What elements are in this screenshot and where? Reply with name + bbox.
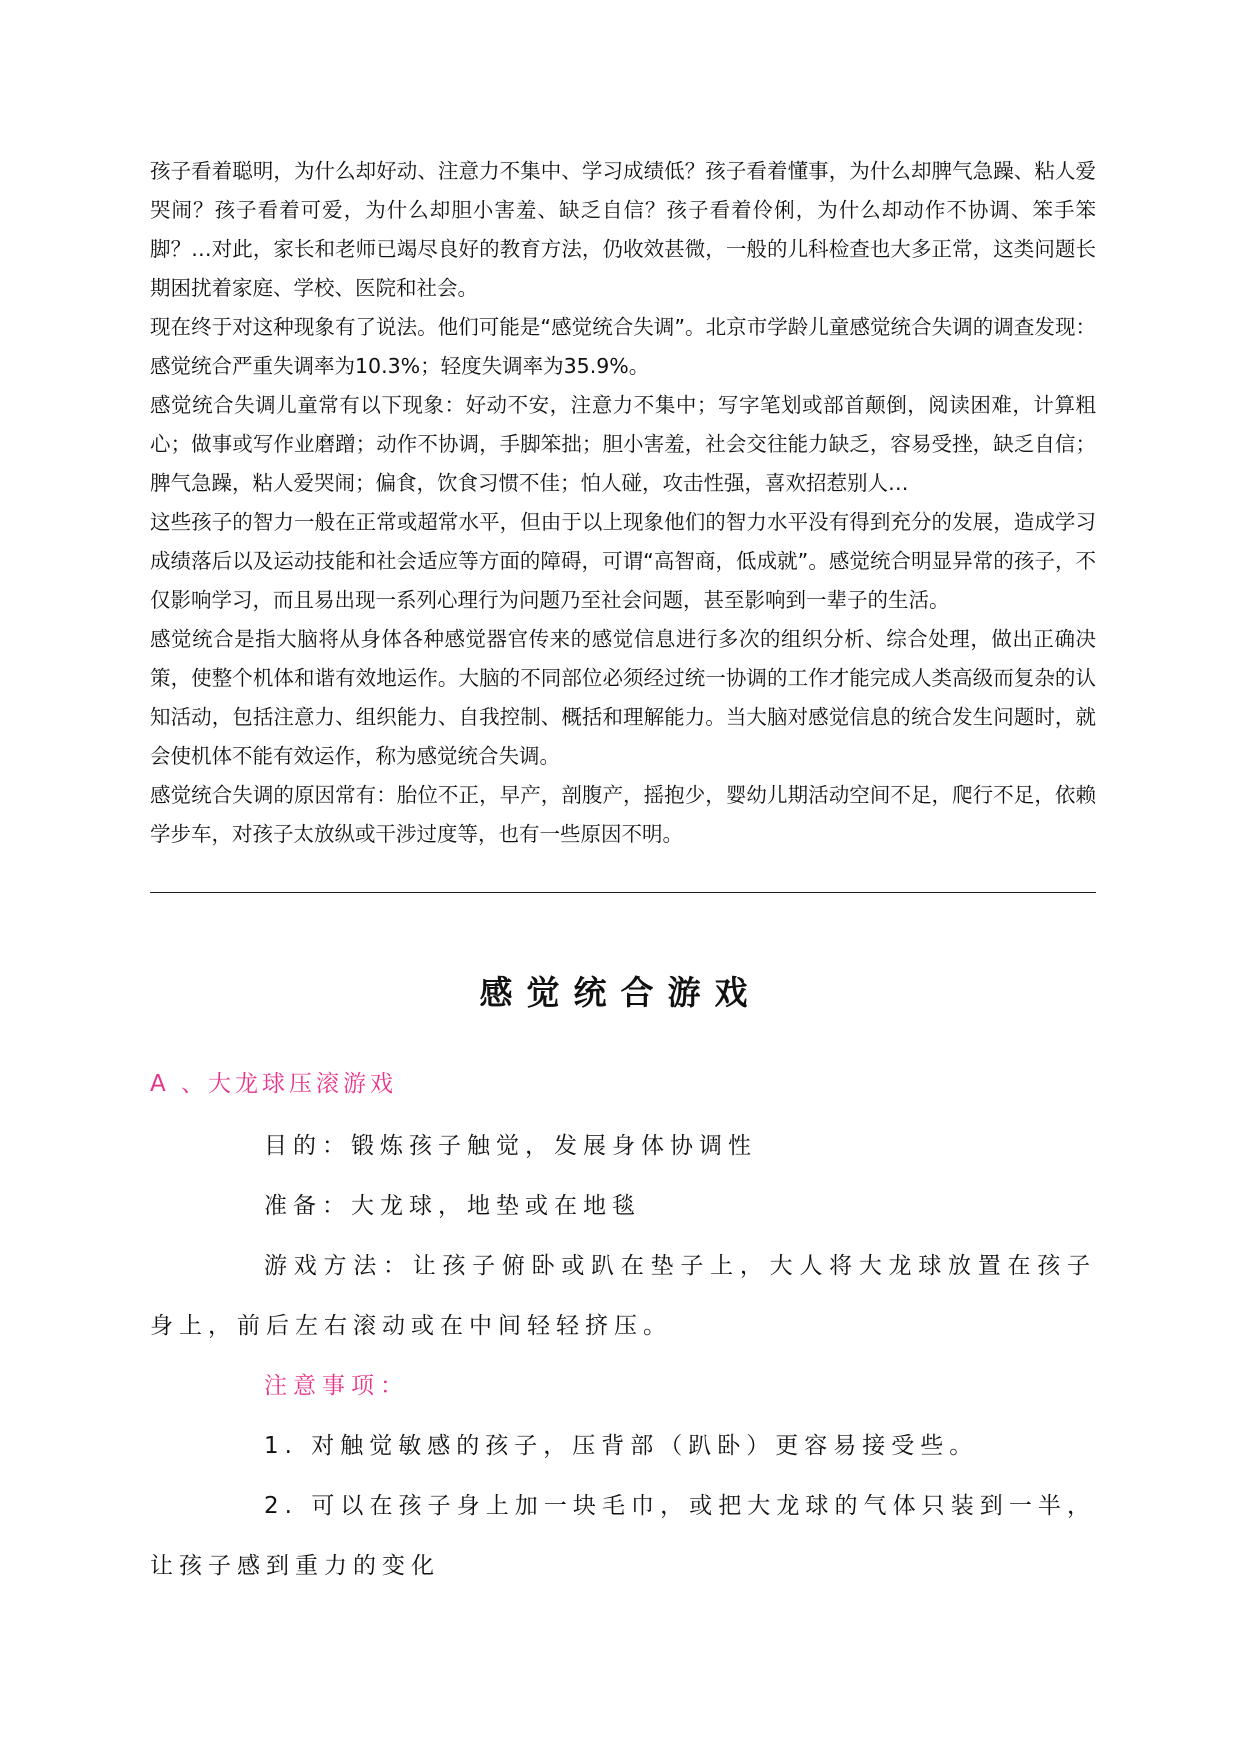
intro-paragraph-4: 这些孩子的智力一般在正常或超常水平，但由于以上现象他们的智力水平没有得到充分的发展，造成学习成绩落后以及运动技能和社会适应等方面的障碍，可谓“高智商，低成就”。感觉统合明显异常的孩子，不仅影响学习，而且易出现一系列心理行为问题乃至社会问题，甚至影响到一辈子的生活。 xyxy=(150,510,1096,612)
game-preparation: 准备：大龙球，地垫或在地毯 xyxy=(264,1193,641,1219)
game-method: 游戏方法：让孩子俯卧或趴在垫子上，大人将大龙球放置在孩子身上，前后左右滚动或在中间轻轻挤压。 xyxy=(150,1253,1096,1339)
intro-paragraph-6: 感觉统合失调的原因常有：胎位不正，早产，剖腹产，摇抱少，婴幼儿期活动空间不足，爬行不足，依赖学步车，对孩子太放纵或干涉过度等，也有一些原因不明。 xyxy=(150,783,1096,846)
note-item-2: 2. 可以在孩子身上加一块毛巾，或把大龙球的气体只装到一半，让孩子感到重力的变化 xyxy=(150,1493,1096,1579)
intro-paragraph-3: 感觉统合失调儿童常有以下现象：好动不安，注意力不集中；写字笔划或部首颠倒，阅读困难，计算粗心；做事或写作业磨蹭；动作不协调，手脚笨拙；胆小害羞，社会交往能力缺乏，容易受挫，缺乏自信；脾气急躁，粘人爱哭闹；偏食，饮食习惯不佳；怕人碰，攻击性强，喜欢招惹别人… xyxy=(150,393,1096,495)
intro-section xyxy=(150,152,1096,854)
note-item-1: 1. 对触觉敏感的孩子，压背部（趴卧）更容易接受些。 xyxy=(264,1433,979,1459)
section-divider xyxy=(150,892,1096,893)
game-purpose: 目的：锻炼孩子触觉，发展身体协调性 xyxy=(264,1133,757,1159)
game-title: A 、大龙球压滚游戏 xyxy=(150,1071,398,1097)
section-title: 感觉统合游戏 xyxy=(479,973,762,1012)
intro-paragraph-1: 孩子看着聪明，为什么却好动、注意力不集中、学习成绩低？孩子看着懂事，为什么却脾气急躁、粘人爱哭闹？孩子看着可爱，为什么却胆小害羞、缺乏自信？孩子看着伶俐，为什么却动作不协调、笨手笨脚？…对此，家长和老师已竭尽良好的教育方法，仍收效甚微，一般的儿科检查也大多正常，这类问题长期困扰着家庭、学校、医院和社会。 xyxy=(150,159,1096,300)
intro-paragraph-5: 感觉统合是指大脑将从身体各种感觉器官传来的感觉信息进行多次的组织分析、综合处理，做出正确决策，使整个机体和谐有效地运作。大脑的不同部位必须经过统一协调的工作才能完成人类高级而复杂的认知活动，包括注意力、组织能力、自我控制、概括和理解能力。当大脑对感觉信息的统合发生问题时，就会使机体不能有效运作，称为感觉统合失调。 xyxy=(150,627,1096,768)
intro-paragraph-2: 现在终于对这种现象有了说法。他们可能是“感觉统合失调”。北京市学龄儿童感觉统合失调的调查发现：感觉统合严重失调率为10.3%；轻度失调率为35.9%。 xyxy=(150,315,1096,378)
notes-heading: 注意事项： xyxy=(264,1373,409,1399)
game-body xyxy=(150,1116,1096,1596)
